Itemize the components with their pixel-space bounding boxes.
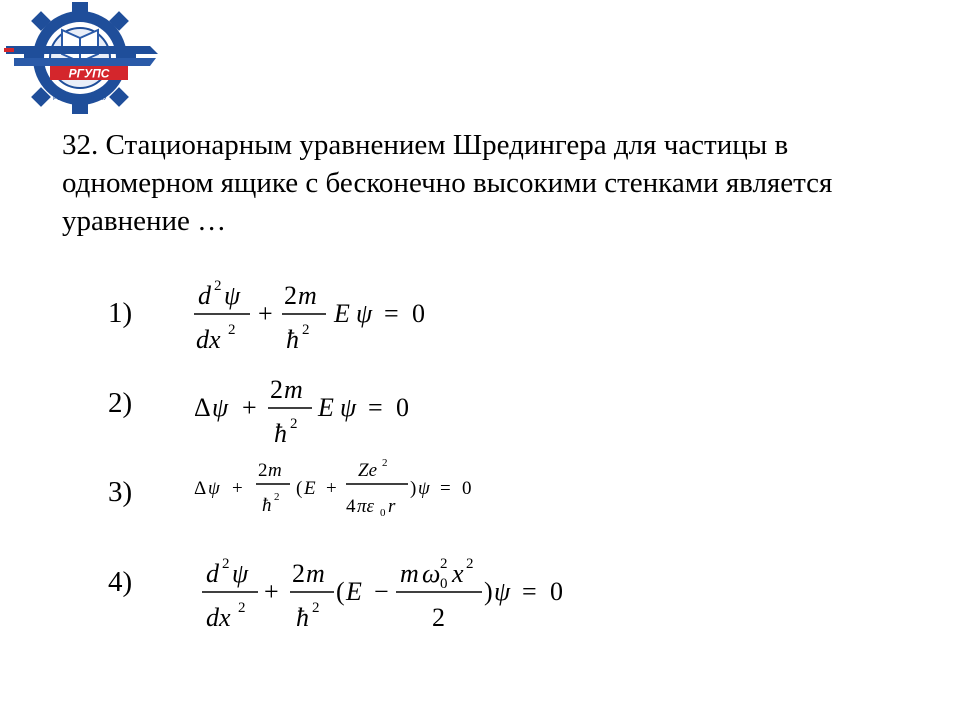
svg-text:dx: dx (206, 603, 231, 632)
svg-text:ψ: ψ (232, 559, 249, 588)
svg-text:2: 2 (258, 460, 268, 481)
svg-text:): ) (410, 478, 417, 499)
svg-text:0: 0 (412, 299, 425, 328)
svg-text:m: m (284, 375, 303, 404)
option-label-2: 2) (108, 387, 133, 419)
svg-text:(: ( (336, 577, 345, 606)
svg-text:): ) (484, 577, 493, 606)
svg-text:dx: dx (196, 325, 221, 354)
svg-text:E: E (318, 393, 334, 422)
svg-text:m: m (298, 281, 317, 310)
svg-text:m: m (306, 559, 325, 588)
svg-text:ψ: ψ (212, 393, 229, 422)
svg-text:r: r (388, 496, 396, 517)
svg-text:0: 0 (550, 577, 563, 606)
svg-text:x: x (452, 559, 464, 588)
svg-text:ħ: ħ (286, 325, 299, 354)
svg-text:ψ: ψ (356, 299, 373, 328)
svg-text:+: + (232, 478, 243, 499)
svg-text:2: 2 (270, 375, 283, 404)
svg-text:2: 2 (228, 322, 236, 338)
svg-text:Δ: Δ (194, 478, 207, 499)
formula-option-2 (190, 372, 430, 448)
svg-text:ψ: ψ (340, 393, 357, 422)
svg-text:2: 2 (284, 281, 297, 310)
svg-text:2: 2 (292, 559, 305, 588)
svg-text:+: + (326, 478, 337, 499)
svg-text:ħ: ħ (296, 603, 309, 632)
svg-text:ψ: ψ (208, 478, 220, 499)
svg-text:2: 2 (214, 278, 222, 294)
svg-text:4: 4 (346, 496, 356, 517)
svg-text:2: 2 (312, 600, 320, 616)
svg-text:=: = (522, 577, 537, 606)
svg-text:(: ( (296, 478, 303, 499)
logo-text: РГУПС (68, 66, 110, 81)
svg-text:ψ: ψ (494, 577, 511, 606)
svg-text:E: E (304, 478, 316, 499)
svg-text:=: = (440, 478, 451, 499)
svg-text:ħ: ħ (262, 495, 272, 516)
svg-text:2: 2 (274, 491, 280, 503)
question-text: 32. Стационарным уравнением Шредингера для частицы в одномерном ящике с бесконечно высокими стенками является уравнение … (62, 129, 833, 237)
svg-text:=: = (368, 393, 383, 422)
svg-text:m: m (400, 559, 419, 588)
svg-text:Ze: Ze (358, 460, 377, 481)
svg-text:m: m (268, 460, 282, 481)
svg-text:−: − (374, 577, 389, 606)
svg-text:ψ: ψ (418, 478, 430, 499)
university-logo (0, 0, 160, 125)
svg-text:0: 0 (396, 393, 409, 422)
svg-text:2: 2 (382, 457, 388, 469)
svg-text:d: d (198, 281, 211, 310)
logo-ring-text: РОСТОВ-НА-ДОНУ (53, 96, 107, 102)
option-label-4: 4) (108, 566, 133, 598)
svg-text:0: 0 (380, 507, 386, 519)
svg-text:d: d (206, 559, 219, 588)
svg-text:2: 2 (466, 556, 474, 572)
svg-text:0: 0 (462, 478, 472, 499)
svg-text:+: + (242, 393, 257, 422)
option-label-3: 3) (108, 476, 133, 508)
svg-text:0: 0 (440, 576, 448, 592)
svg-text:2: 2 (432, 603, 445, 632)
svg-text:E: E (346, 577, 362, 606)
formula-option-4 (196, 550, 576, 636)
svg-text:Δ: Δ (194, 393, 211, 422)
svg-text:2: 2 (440, 556, 448, 572)
svg-text:+: + (258, 299, 273, 328)
svg-text:ħ: ħ (274, 419, 287, 448)
svg-text:2: 2 (290, 416, 298, 432)
svg-text:ω: ω (422, 559, 441, 588)
svg-text:+: + (264, 577, 279, 606)
svg-text:E: E (334, 299, 350, 328)
svg-text:2: 2 (302, 322, 310, 338)
svg-text:ψ: ψ (224, 281, 241, 310)
formula-option-1 (190, 276, 450, 360)
option-label-1: 1) (108, 297, 133, 329)
svg-text:2: 2 (238, 600, 246, 616)
svg-text:2: 2 (222, 556, 230, 572)
svg-text:πε: πε (357, 496, 375, 517)
formula-option-3 (192, 454, 492, 524)
svg-text:=: = (384, 299, 399, 328)
